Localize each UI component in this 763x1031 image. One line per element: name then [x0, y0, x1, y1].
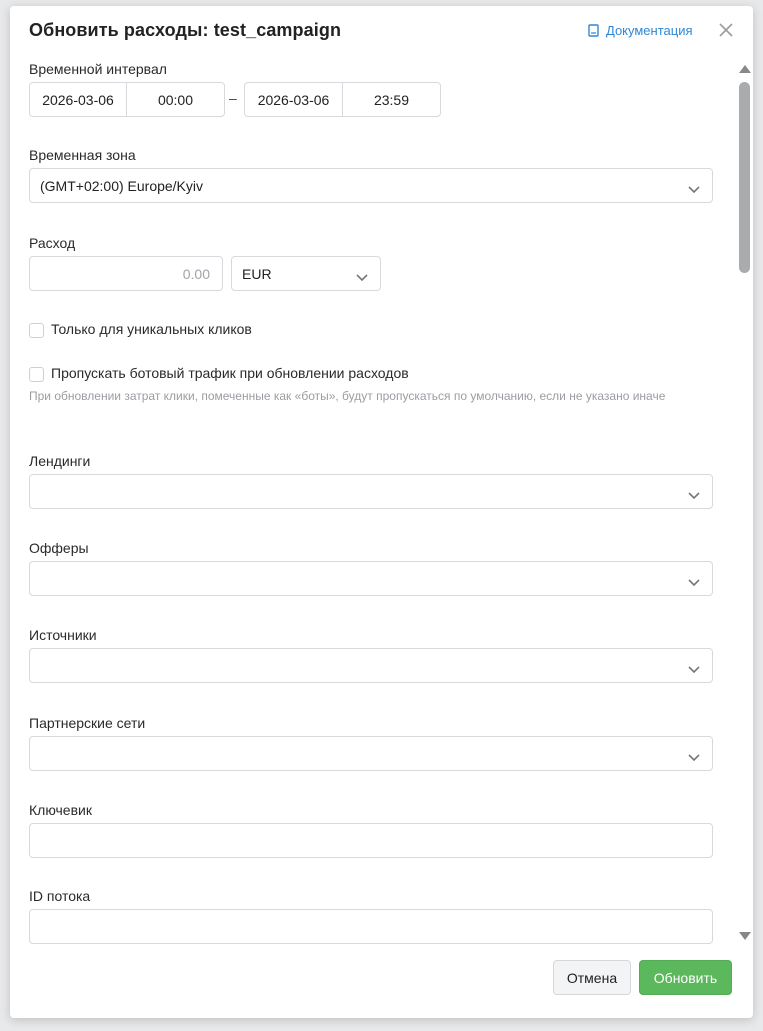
scroll-down-arrow-icon[interactable]: [739, 932, 751, 940]
dialog-footer: [10, 948, 753, 1018]
chevron-down-icon: [688, 749, 700, 757]
stream-id-input[interactable]: [29, 909, 713, 944]
chevron-down-icon: [688, 181, 700, 189]
unique-clicks-label: Только для уникальных кликов: [51, 321, 252, 337]
affiliate-networks-select[interactable]: [29, 736, 713, 771]
keyword-label: Ключевик: [29, 802, 92, 818]
sources-label: Источники: [29, 627, 97, 643]
update-button[interactable]: Обновить: [639, 960, 732, 995]
to-time-input[interactable]: 23:59: [342, 82, 441, 117]
landings-select[interactable]: [29, 474, 713, 509]
documentation-link-label: Документация: [606, 23, 693, 38]
scroll-up-arrow-icon[interactable]: [739, 65, 751, 73]
scrollbar-thumb[interactable]: [739, 82, 750, 273]
cost-label: Расход: [29, 235, 76, 251]
skip-bots-checkbox[interactable]: [29, 367, 44, 382]
cost-input[interactable]: 0.00: [29, 256, 223, 291]
stream-id-label: ID потока: [29, 888, 91, 904]
offers-select[interactable]: [29, 561, 713, 596]
landings-label: Лендинги: [29, 453, 91, 469]
book-icon: [588, 24, 599, 37]
sources-select[interactable]: [29, 648, 713, 683]
currency-select[interactable]: [231, 256, 381, 291]
from-date-input[interactable]: 2026-03-06: [29, 82, 127, 117]
offers-label: Офферы: [29, 540, 89, 556]
skip-bots-label: Пропускать ботовый трафик при обновлении расходов: [51, 365, 409, 381]
to-date-input[interactable]: 2026-03-06: [244, 82, 343, 117]
interval-label: Временной интервал: [29, 61, 167, 77]
timezone-value: (GMT+02:00) Europe/Kyiv: [40, 177, 204, 194]
scrollbar[interactable]: [736, 60, 752, 944]
skip-bots-hint: При обновлении затрат клики, помеченные как «боты», будут пропускаться по умолчанию, если не указано иначе: [29, 389, 666, 403]
currency-value: EUR: [242, 265, 272, 282]
chevron-down-icon: [688, 661, 700, 669]
chevron-down-icon: [688, 574, 700, 582]
unique-clicks-checkbox[interactable]: [29, 323, 44, 338]
from-time-input[interactable]: 00:00: [126, 82, 225, 117]
timezone-select[interactable]: [29, 168, 713, 203]
timezone-label: Временная зона: [29, 147, 136, 163]
interval-separator: –: [229, 90, 237, 106]
close-icon[interactable]: [716, 20, 736, 40]
update-costs-dialog: [10, 6, 753, 1018]
cancel-button[interactable]: Отмена: [553, 960, 631, 995]
dialog-header: [10, 6, 753, 56]
dialog-body: [10, 56, 738, 946]
documentation-link[interactable]: [588, 23, 693, 38]
keyword-input[interactable]: [29, 823, 713, 858]
affiliate-networks-label: Партнерские сети: [29, 715, 146, 731]
chevron-down-icon: [356, 269, 368, 277]
chevron-down-icon: [688, 487, 700, 495]
dialog-title: Обновить расходы: test_campaign: [29, 20, 342, 40]
